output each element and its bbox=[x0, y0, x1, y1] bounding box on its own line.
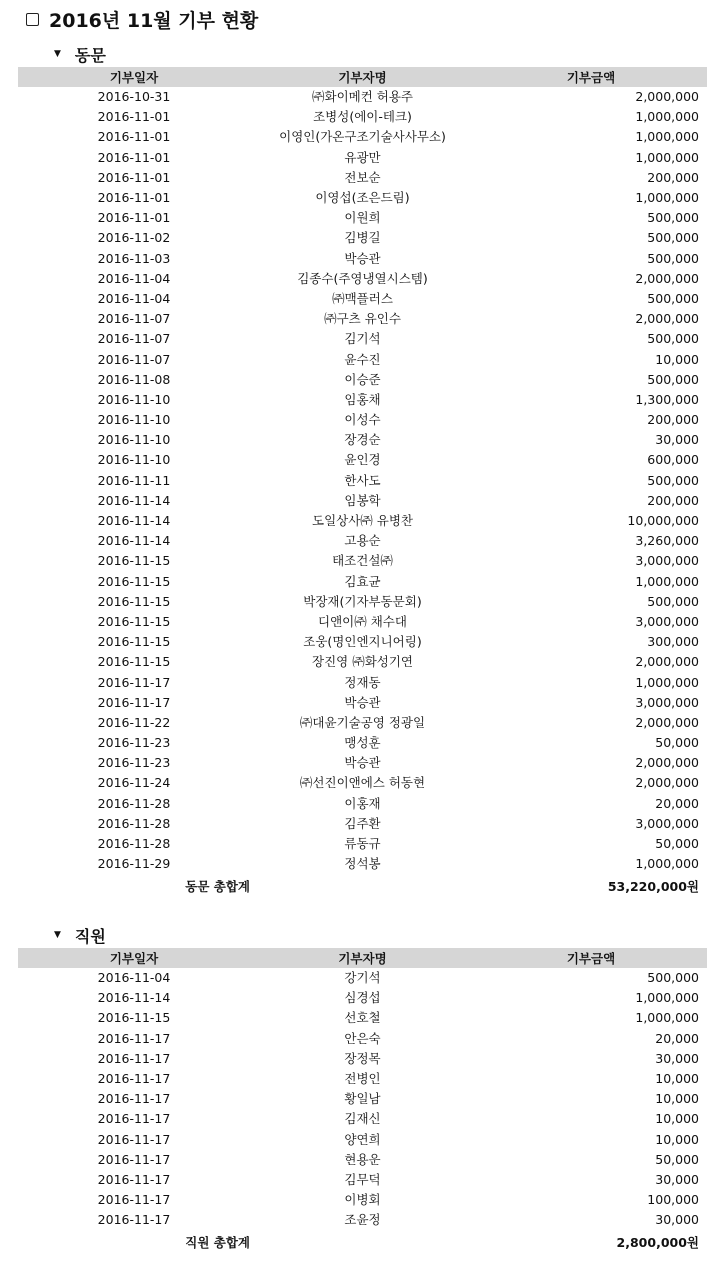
table-row bbox=[18, 592, 707, 612]
table-row bbox=[18, 188, 707, 208]
donation-amount: 30,000 bbox=[655, 432, 699, 448]
table-row bbox=[18, 168, 707, 188]
table-row bbox=[18, 1029, 707, 1049]
section-staff bbox=[0, 922, 715, 1256]
table-row bbox=[18, 228, 707, 248]
donor-name: 장진영 ㈜화성기연 bbox=[312, 654, 413, 670]
donor-name: 김종수(주영냉열시스템) bbox=[297, 270, 428, 286]
table-row bbox=[18, 450, 707, 470]
donation-date: 2016-11-15 bbox=[97, 634, 171, 650]
total-value: 53,220,000원 bbox=[607, 879, 699, 895]
table-row bbox=[18, 511, 707, 531]
table-row bbox=[18, 410, 707, 430]
header-amount: 기부금액 bbox=[475, 67, 707, 87]
table-row bbox=[18, 309, 707, 329]
table-row bbox=[18, 471, 707, 491]
table-row bbox=[18, 713, 707, 733]
donor-name: 김병길 bbox=[344, 230, 381, 246]
table-row bbox=[18, 269, 707, 289]
donation-amount: 500,000 bbox=[647, 970, 699, 986]
donation-amount: 1,000,000 bbox=[635, 109, 699, 125]
donor-name: 임홍채 bbox=[344, 391, 381, 407]
donor-name: 현용운 bbox=[344, 1151, 381, 1167]
donation-date: 2016-11-10 bbox=[97, 452, 171, 468]
donor-name: 이홍재 bbox=[344, 795, 381, 811]
triangle-down-icon: ▼ bbox=[54, 49, 61, 59]
donation-date: 2016-11-17 bbox=[97, 1091, 171, 1107]
donor-name: 조웅(명인엔지니어링) bbox=[303, 634, 422, 650]
donation-table bbox=[18, 67, 707, 900]
donation-amount: 200,000 bbox=[647, 412, 699, 428]
donation-amount: 1,300,000 bbox=[635, 391, 699, 407]
donation-date: 2016-11-10 bbox=[97, 432, 171, 448]
donation-amount: 3,260,000 bbox=[635, 533, 699, 549]
table-row bbox=[18, 1170, 707, 1190]
donor-name: 도일상사㈜ 유병찬 bbox=[312, 513, 413, 529]
donation-amount: 2,000,000 bbox=[635, 311, 699, 327]
donor-name: 선호철 bbox=[344, 1010, 381, 1026]
table-row bbox=[18, 632, 707, 652]
checkbox-icon bbox=[26, 13, 39, 26]
table-row bbox=[18, 329, 707, 349]
donation-date: 2016-11-04 bbox=[97, 270, 171, 286]
donation-date: 2016-11-23 bbox=[97, 735, 171, 751]
donor-name: 장경순 bbox=[344, 432, 381, 448]
donation-amount: 50,000 bbox=[655, 836, 699, 852]
donation-date: 2016-11-23 bbox=[97, 755, 171, 771]
donor-name: 정재동 bbox=[344, 674, 381, 690]
table-row bbox=[18, 652, 707, 672]
section-title: 동문 bbox=[74, 45, 106, 65]
donation-amount: 500,000 bbox=[647, 371, 699, 387]
donation-date: 2016-11-17 bbox=[97, 1151, 171, 1167]
donation-amount: 2,000,000 bbox=[635, 654, 699, 670]
donor-name: 임봉학 bbox=[344, 492, 381, 508]
donation-amount: 30,000 bbox=[655, 1050, 699, 1066]
total-spacer bbox=[250, 874, 475, 900]
donation-amount: 1,000,000 bbox=[635, 1010, 699, 1026]
donor-name: 이성수 bbox=[344, 412, 381, 428]
donation-amount: 500,000 bbox=[647, 230, 699, 246]
table-row bbox=[18, 1109, 707, 1129]
donor-name: ㈜맥플러스 bbox=[332, 290, 393, 306]
donation-amount: 50,000 bbox=[655, 735, 699, 751]
donor-name: ㈜화이메컨 허용주 bbox=[312, 89, 413, 105]
donor-name: 유광만 bbox=[344, 149, 381, 165]
table-row bbox=[18, 968, 707, 988]
donation-amount: 30,000 bbox=[655, 1171, 699, 1187]
donor-name: 이원희 bbox=[344, 210, 381, 226]
donation-date: 2016-11-24 bbox=[97, 775, 171, 791]
donation-amount: 3,000,000 bbox=[635, 613, 699, 629]
donation-date: 2016-11-01 bbox=[97, 190, 171, 206]
table-row bbox=[18, 854, 707, 874]
donation-amount: 50,000 bbox=[655, 1151, 699, 1167]
table-row bbox=[18, 249, 707, 269]
donor-name: 정석봉 bbox=[344, 856, 381, 872]
donor-name: 류동규 bbox=[344, 836, 381, 852]
donation-amount: 1,000,000 bbox=[635, 573, 699, 589]
donation-amount: 10,000 bbox=[655, 1091, 699, 1107]
donation-amount: 500,000 bbox=[647, 290, 699, 306]
donation-date: 2016-11-29 bbox=[97, 856, 171, 872]
donation-date: 2016-11-15 bbox=[97, 613, 171, 629]
donation-date: 2016-11-04 bbox=[97, 970, 171, 986]
donation-amount: 2,000,000 bbox=[635, 89, 699, 105]
header-name: 기부자명 bbox=[250, 67, 475, 87]
donation-amount: 500,000 bbox=[647, 593, 699, 609]
donor-name: 조윤정 bbox=[344, 1212, 381, 1228]
table-row bbox=[18, 349, 707, 369]
donation-date: 2016-11-17 bbox=[97, 1212, 171, 1228]
table-row bbox=[18, 390, 707, 410]
donation-date: 2016-11-01 bbox=[97, 109, 171, 125]
section-header[interactable] bbox=[0, 41, 715, 67]
donor-name: ㈜구츠 유인수 bbox=[324, 311, 401, 327]
donation-amount: 20,000 bbox=[655, 1030, 699, 1046]
donation-amount: 3,000,000 bbox=[635, 694, 699, 710]
donation-amount: 3,000,000 bbox=[635, 553, 699, 569]
donation-amount: 10,000,000 bbox=[627, 513, 699, 529]
table-row bbox=[18, 491, 707, 511]
table-row bbox=[18, 1069, 707, 1089]
donation-amount: 600,000 bbox=[647, 452, 699, 468]
table-row bbox=[18, 1130, 707, 1150]
donation-amount: 10,000 bbox=[655, 1071, 699, 1087]
donor-name: 박장재(기자부동문회) bbox=[303, 593, 422, 609]
donation-date: 2016-11-14 bbox=[97, 533, 171, 549]
donation-date: 2016-11-04 bbox=[97, 290, 171, 306]
donor-name: 디앤이㈜ 채수대 bbox=[318, 613, 407, 629]
donor-name: 이승준 bbox=[344, 371, 381, 387]
donation-date: 2016-11-02 bbox=[97, 230, 171, 246]
donation-amount: 1,000,000 bbox=[635, 190, 699, 206]
donation-amount: 500,000 bbox=[647, 472, 699, 488]
total-label: 직원 총합계 bbox=[185, 1235, 250, 1251]
table-row bbox=[18, 1049, 707, 1069]
table-row bbox=[18, 148, 707, 168]
table-row bbox=[18, 87, 707, 107]
donation-amount: 1,000,000 bbox=[635, 129, 699, 145]
donation-date: 2016-11-01 bbox=[97, 169, 171, 185]
table-row bbox=[18, 430, 707, 450]
donation-date: 2016-11-01 bbox=[97, 210, 171, 226]
donation-amount: 200,000 bbox=[647, 492, 699, 508]
donation-amount: 500,000 bbox=[647, 331, 699, 347]
donation-amount: 500,000 bbox=[647, 250, 699, 266]
header-name: 기부자명 bbox=[250, 948, 475, 968]
donation-amount: 1,000,000 bbox=[635, 149, 699, 165]
donor-name: 전병인 bbox=[344, 1071, 381, 1087]
donor-name: 김재신 bbox=[344, 1111, 381, 1127]
donation-date: 2016-11-22 bbox=[97, 714, 171, 730]
donor-name: 윤수진 bbox=[344, 351, 381, 367]
donor-name: 고용순 bbox=[344, 533, 381, 549]
donation-date: 2016-11-15 bbox=[97, 1010, 171, 1026]
donor-name: 황일남 bbox=[344, 1091, 381, 1107]
donation-date: 2016-11-01 bbox=[97, 129, 171, 145]
donation-date: 2016-11-14 bbox=[97, 990, 171, 1006]
table-row bbox=[18, 551, 707, 571]
donor-name: 조병성(에이-테크) bbox=[313, 109, 412, 125]
donation-amount: 2,000,000 bbox=[635, 714, 699, 730]
donation-date: 2016-11-11 bbox=[97, 472, 171, 488]
table-row bbox=[18, 693, 707, 713]
donation-date: 2016-10-31 bbox=[97, 89, 171, 105]
donor-name: 김기석 bbox=[344, 331, 381, 347]
total-row bbox=[18, 874, 707, 900]
donation-amount: 30,000 bbox=[655, 1212, 699, 1228]
donation-amount: 200,000 bbox=[647, 169, 699, 185]
donation-amount: 1,000,000 bbox=[635, 674, 699, 690]
page-title-text: 2016년 11월 기부 현황 bbox=[49, 9, 259, 32]
donor-name: 윤인경 bbox=[344, 452, 381, 468]
donation-date: 2016-11-07 bbox=[97, 331, 171, 347]
donor-name: 이영섭(조은드림) bbox=[315, 190, 410, 206]
donation-date: 2016-11-17 bbox=[97, 1131, 171, 1147]
table-row bbox=[18, 733, 707, 753]
donor-name: 박승관 bbox=[344, 250, 381, 266]
donation-date: 2016-11-17 bbox=[97, 694, 171, 710]
donation-amount: 2,000,000 bbox=[635, 775, 699, 791]
section-alumni bbox=[0, 41, 715, 900]
total-row bbox=[18, 1230, 707, 1256]
donation-date: 2016-11-01 bbox=[97, 149, 171, 165]
donation-date: 2016-11-17 bbox=[97, 1030, 171, 1046]
donation-date: 2016-11-03 bbox=[97, 250, 171, 266]
total-spacer bbox=[250, 1230, 475, 1256]
donation-date: 2016-11-15 bbox=[97, 573, 171, 589]
table-row bbox=[18, 988, 707, 1008]
donor-name: 이병회 bbox=[344, 1192, 381, 1208]
donation-date: 2016-11-15 bbox=[97, 593, 171, 609]
donation-amount: 100,000 bbox=[647, 1192, 699, 1208]
section-title: 직원 bbox=[74, 926, 106, 946]
donor-name: 한사도 bbox=[344, 472, 381, 488]
table-row bbox=[18, 834, 707, 854]
donation-date: 2016-11-28 bbox=[97, 836, 171, 852]
page-title bbox=[26, 6, 258, 32]
table-row bbox=[18, 773, 707, 793]
donor-name: 김효균 bbox=[344, 573, 381, 589]
donation-amount: 20,000 bbox=[655, 795, 699, 811]
table-row bbox=[18, 794, 707, 814]
donation-date: 2016-11-08 bbox=[97, 371, 171, 387]
donor-name: 양연희 bbox=[344, 1131, 381, 1147]
table-row bbox=[18, 1008, 707, 1028]
donor-name: 박승관 bbox=[344, 694, 381, 710]
table-row bbox=[18, 612, 707, 632]
donation-amount: 1,000,000 bbox=[635, 856, 699, 872]
header-date: 기부일자 bbox=[18, 948, 250, 968]
donor-name: 태조건설㈜ bbox=[332, 553, 393, 569]
table-row bbox=[18, 127, 707, 147]
donation-date: 2016-11-07 bbox=[97, 311, 171, 327]
table-row bbox=[18, 672, 707, 692]
donor-name: 김무덕 bbox=[344, 1171, 381, 1187]
donor-name: 장정목 bbox=[344, 1050, 381, 1066]
table-row bbox=[18, 1210, 707, 1230]
donation-amount: 2,000,000 bbox=[635, 755, 699, 771]
table-row bbox=[18, 1190, 707, 1210]
table-row bbox=[18, 572, 707, 592]
donor-name: ㈜대윤기술공영 정광일 bbox=[299, 714, 426, 730]
donor-name: 김주환 bbox=[344, 815, 381, 831]
donation-amount: 300,000 bbox=[647, 634, 699, 650]
table-row bbox=[18, 208, 707, 228]
table-header-row bbox=[18, 67, 707, 87]
donor-name: 전보순 bbox=[344, 169, 381, 185]
donation-amount: 1,000,000 bbox=[635, 990, 699, 1006]
donation-date: 2016-11-10 bbox=[97, 391, 171, 407]
header-date: 기부일자 bbox=[18, 67, 250, 87]
total-value: 2,800,000원 bbox=[616, 1235, 699, 1251]
table-row bbox=[18, 1089, 707, 1109]
header-amount: 기부금액 bbox=[475, 948, 707, 968]
donation-date: 2016-11-15 bbox=[97, 654, 171, 670]
donation-date: 2016-11-14 bbox=[97, 513, 171, 529]
section-header[interactable] bbox=[0, 922, 715, 948]
donation-amount: 500,000 bbox=[647, 210, 699, 226]
donor-name: 맹성훈 bbox=[344, 735, 381, 751]
triangle-down-icon: ▼ bbox=[54, 930, 61, 940]
donation-date: 2016-11-07 bbox=[97, 351, 171, 367]
donation-amount: 3,000,000 bbox=[635, 815, 699, 831]
donor-name: ㈜선진이앤에스 허동현 bbox=[299, 775, 426, 791]
donor-name: 박승관 bbox=[344, 755, 381, 771]
donation-date: 2016-11-28 bbox=[97, 815, 171, 831]
donation-date: 2016-11-17 bbox=[97, 1171, 171, 1187]
donation-date: 2016-11-17 bbox=[97, 1050, 171, 1066]
donation-date: 2016-11-17 bbox=[97, 1192, 171, 1208]
table-row bbox=[18, 370, 707, 390]
donation-amount: 2,000,000 bbox=[635, 270, 699, 286]
donation-amount: 10,000 bbox=[655, 1131, 699, 1147]
donor-name: 강기석 bbox=[344, 970, 381, 986]
table-row bbox=[18, 531, 707, 551]
donation-date: 2016-11-28 bbox=[97, 795, 171, 811]
donor-name: 안은숙 bbox=[344, 1030, 381, 1046]
table-row bbox=[18, 753, 707, 773]
table-row bbox=[18, 1150, 707, 1170]
table-row bbox=[18, 107, 707, 127]
donation-table bbox=[18, 948, 707, 1256]
donor-name: 이영인(가온구조기술사사무소) bbox=[279, 129, 446, 145]
donor-name: 심경섭 bbox=[344, 990, 381, 1006]
total-label: 동문 총합계 bbox=[185, 879, 250, 895]
table-header-row bbox=[18, 948, 707, 968]
donation-date: 2016-11-17 bbox=[97, 1071, 171, 1087]
donation-date: 2016-11-14 bbox=[97, 492, 171, 508]
donation-date: 2016-11-10 bbox=[97, 412, 171, 428]
donation-amount: 10,000 bbox=[655, 351, 699, 367]
donation-date: 2016-11-15 bbox=[97, 553, 171, 569]
table-row bbox=[18, 289, 707, 309]
donation-amount: 10,000 bbox=[655, 1111, 699, 1127]
table-row bbox=[18, 814, 707, 834]
donation-date: 2016-11-17 bbox=[97, 674, 171, 690]
donation-date: 2016-11-17 bbox=[97, 1111, 171, 1127]
